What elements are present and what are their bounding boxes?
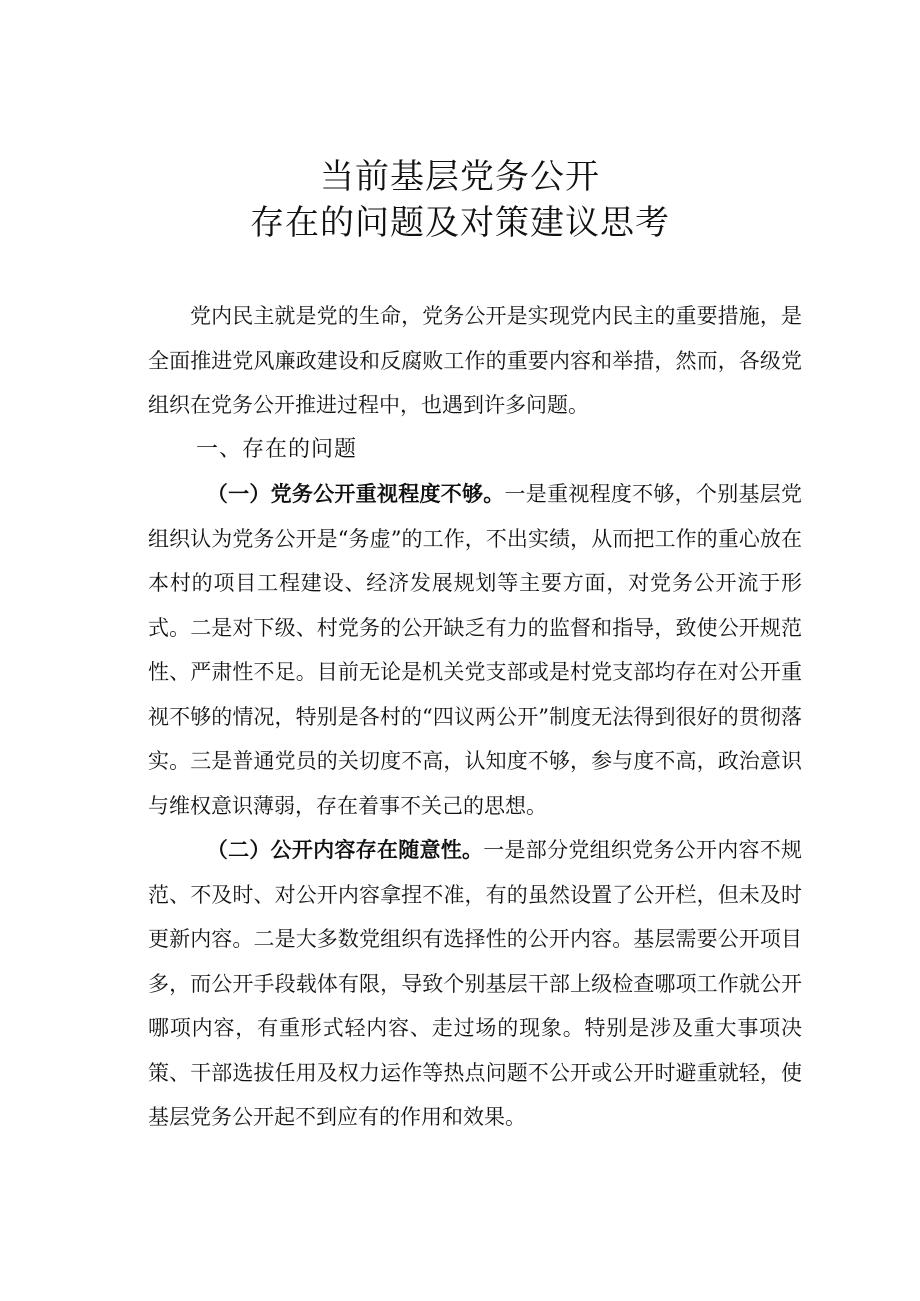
section-heading-problems: 一、存在的问题 <box>196 436 358 462</box>
subsection-title-1: （一）党务公开重视程度不够。 <box>206 482 505 506</box>
subsection-text-1: 一是重视程度不够，个别基层党组织认为党务公开是“务虚”的工作，不出实绩，从而把工作的重心放在本村的项目工程建设、经济发展规划等主要方面，对党务公开流于形式。二是对下级、村党务的公开缺乏有力的监督和指导，致使公开规范性、严肃性不足。目前无论是机关党支部或是村党支部均存在对公开重视不够的情况，特别是各村的“四议两公开”制度无法得到很好的贯彻落实。三是普通党员的关切度不高，认知度不够，参与度不高，政治意识与维权意识薄弱，存在着事不关己的思想。 <box>148 482 802 818</box>
document-body <box>148 294 802 1140</box>
subsection-paragraph-1 <box>148 472 802 828</box>
intro-paragraph: 党内民主就是党的生命，党务公开是实现党内民主的重要措施，是全面推进党风廉政建设和反腐败工作的重要内容和举措，然而，各级党组织在党务公开推进过程中，也遇到许多问题。 <box>148 304 802 417</box>
document-title <box>0 154 920 246</box>
title-line-2: 存在的问题及对策建议思考 <box>250 203 670 243</box>
title-line-1: 当前基层党务公开 <box>320 157 600 197</box>
subsection-paragraph-2 <box>148 828 802 1140</box>
subsection-text-2: 一是部分党组织党务公开内容不规范、不及时、对公开内容拿捏不准，有的虽然设置了公开栏，但未及时更新内容。二是大多数党组织有选择性的公开内容。基层需要公开项目多，而公开手段载体有限，导致个别基层干部上级检查哪项工作就公开哪项内容，有重形式轻内容、走过场的现象。特别是涉及重大事项决策、干部选拔任用及权力运作等热点问题不公开或公开时避重就轻，使基层党务公开起不到应有的作用和效果。 <box>148 838 802 1129</box>
subsection-title-2: （二）公开内容存在随意性。 <box>206 838 484 862</box>
